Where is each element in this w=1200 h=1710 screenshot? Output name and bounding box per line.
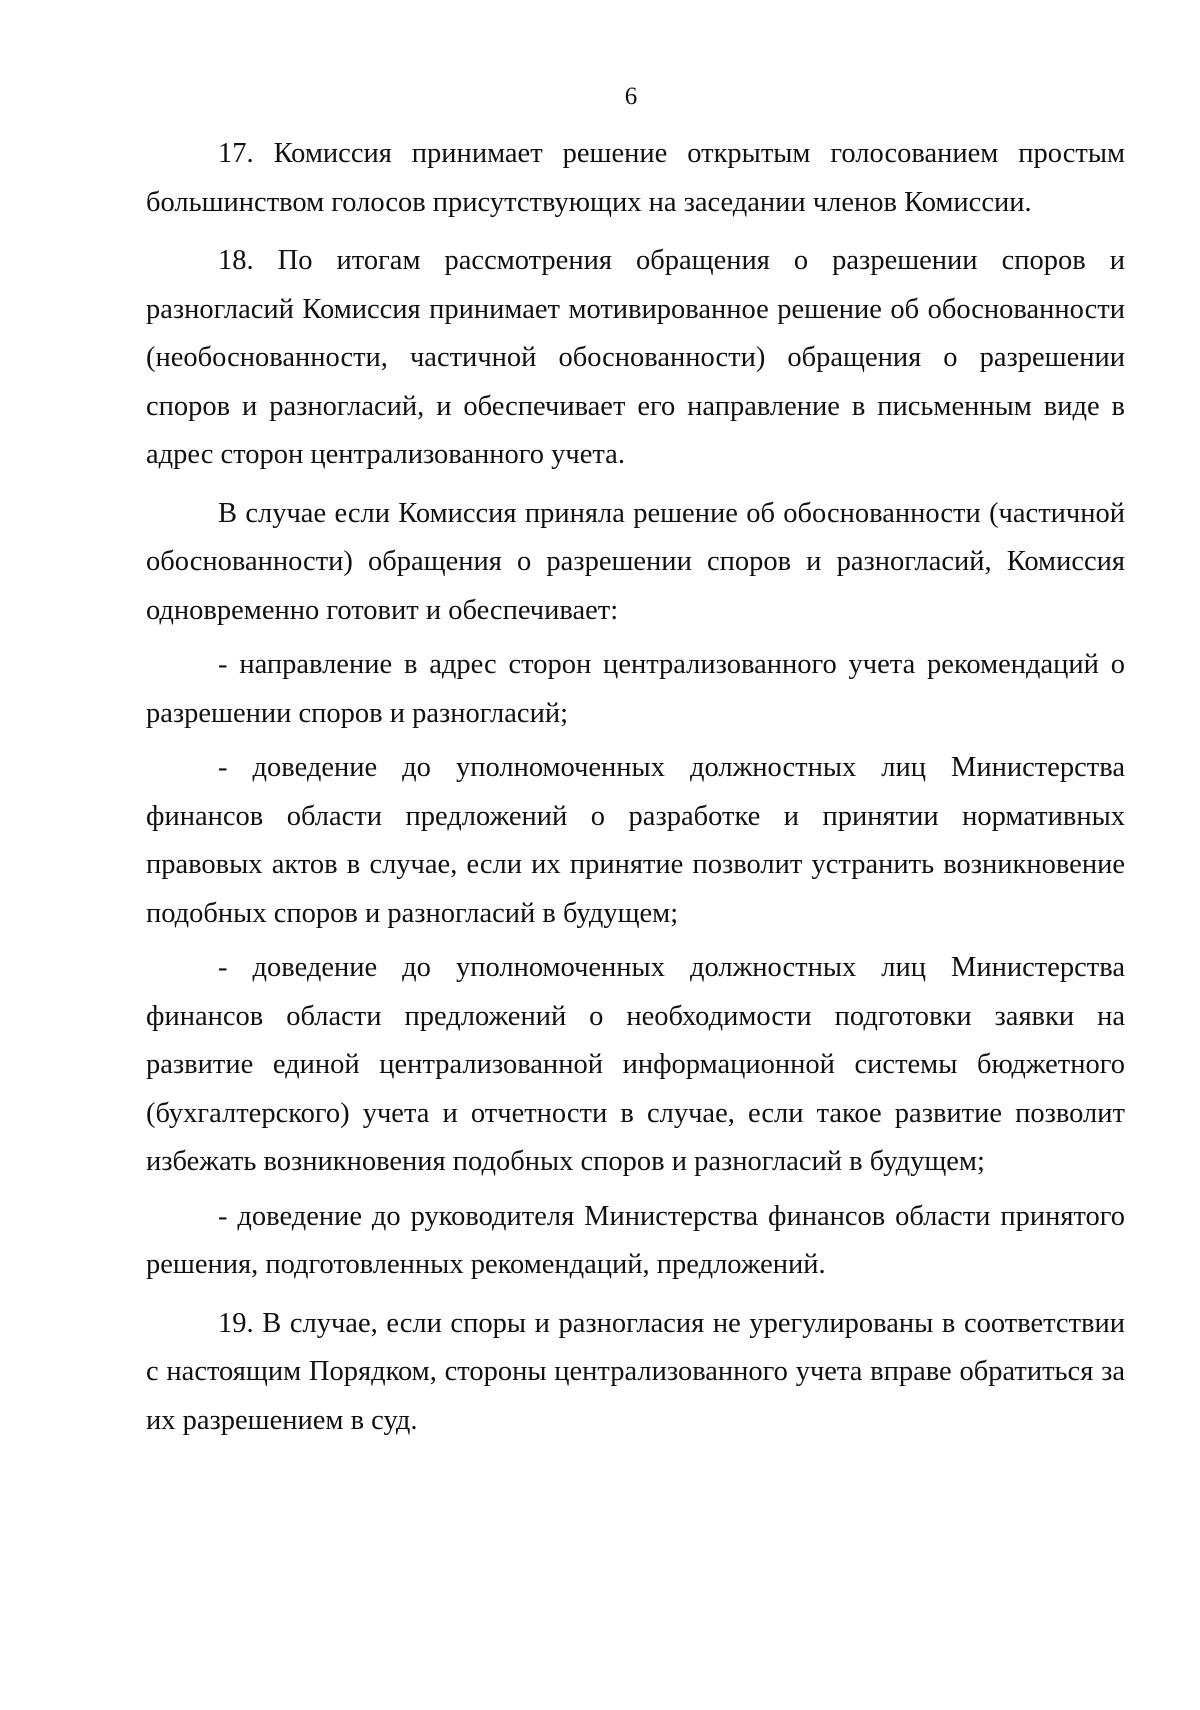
paragraph-conditional-decision: В случае если Комиссия приняла решение об обоснованности (частичной обоснованности) обращения о разрешении споров и разногласий, Комиссия одновременно готовит и обеспечивает: — [146, 497, 1125, 626]
paragraph-item-18: 18. По итогам рассмотрения обращения о разрешении споров и разногласий Комиссия принимает мотивированное решение об обоснованности (необоснованности, частичной обоснованности) обращения о разрешении споров и разногласий, и обеспечивает его направление в письменным виде в адрес сторон централизованного учета. — [146, 245, 1125, 470]
paragraph-item-19: 19. В случае, если споры и разногласия не урегулированы в соответствии с настоящим Порядком, стороны централизованного учета вправе обратиться за их разрешением в суд. — [146, 1307, 1125, 1436]
list-item-legal-acts-proposals: - доведение до уполномоченных должностных лиц Министерства финансов области предложений о разработке и принятии нормативных правовых актов в случае, если их принятие позволит устранить возникновение подобных споров и разногласий в будущем; — [146, 752, 1125, 929]
document-body — [146, 130, 1125, 1455]
paragraph-item-17: 17. Комиссия принимает решение открытым голосованием простым большинством голосов присутствующих на заседании членов Комиссии. — [146, 138, 1125, 218]
list-item-system-development-proposals: - доведение до уполномоченных должностных лиц Министерства финансов области предложений о необходимости подготовки заявки на развитие единой централизованной информационной системы бюджетного (бухгалтерского) учета и отчетности в случае, если такое развитие позволит избежать возникновения подобных споров и разногласий в будущем; — [146, 952, 1125, 1177]
page-number: 6 — [624, 83, 638, 110]
list-item-recommendations: - направление в адрес сторон централизованного учета рекомендаций о разрешении споров и разногласий; — [146, 649, 1125, 729]
list-item-notify-head: - доведение до руководителя Министерства финансов области принятого решения, подготовленных рекомендаций, предложений. — [146, 1200, 1125, 1280]
